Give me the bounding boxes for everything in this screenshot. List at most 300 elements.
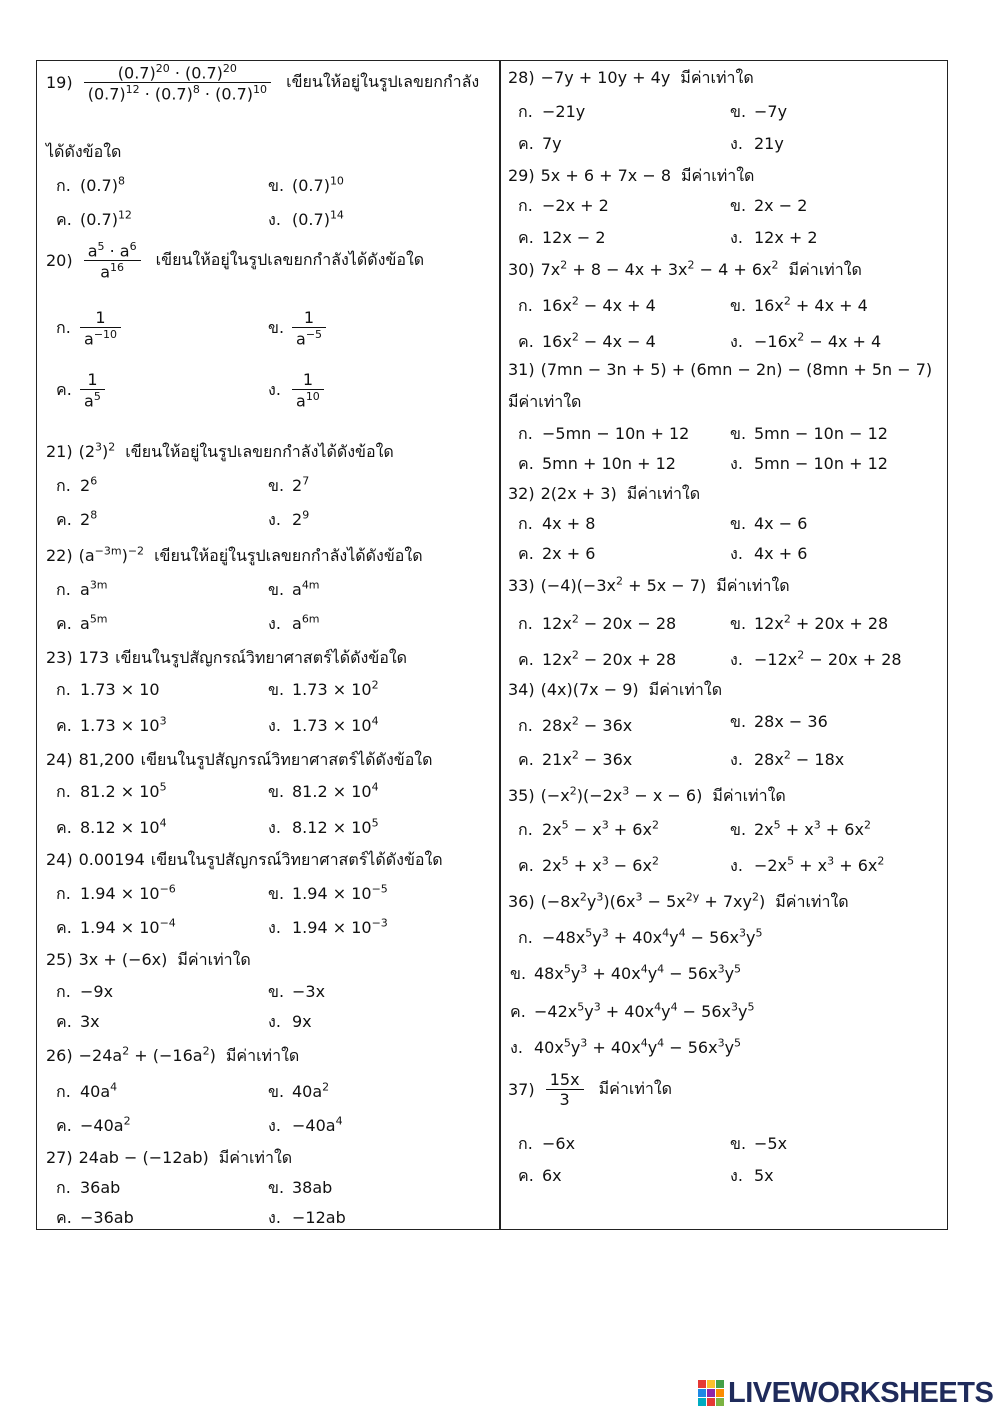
- option-label: ค.: [518, 856, 534, 875]
- option-value: $-2x^5 + x^3 + 6x^2$: [754, 854, 885, 875]
- option-label: ง.: [510, 1038, 523, 1057]
- option-value: 5mn − 10n + 12: [754, 454, 888, 473]
- option-a[interactable]: [518, 818, 659, 843]
- question-31: [508, 360, 932, 379]
- option-d[interactable]: [268, 1010, 312, 1035]
- option-label: ง.: [730, 856, 743, 875]
- option-label: ค.: [518, 650, 534, 669]
- question-expression: $7x^2 + 8 - 4x + 3x^2 - 4 + 6x^2$: [540, 258, 779, 279]
- option-label: ข.: [730, 424, 747, 443]
- option-b[interactable]: [730, 294, 868, 319]
- option-a[interactable]: [56, 980, 113, 1005]
- option-value: $2x^5 + x^3 + 6x^2$: [754, 818, 871, 839]
- question-expression: 2(2x + 3): [540, 484, 617, 503]
- option-value: $-40a^2$: [80, 1114, 131, 1135]
- option-value: −21y: [542, 102, 586, 121]
- option-label: ข.: [730, 820, 747, 839]
- question-expression: (7mn − 3n + 5) + (6mn − 2n) − (8mn + 5n − 7): [540, 360, 933, 379]
- option-value: $1.94 \times 10^{-5}$: [292, 882, 388, 903]
- question-number: 27): [46, 1148, 73, 1167]
- option-value: $40a^4$: [80, 1080, 118, 1101]
- option-value: 6x: [542, 1166, 562, 1185]
- option-d[interactable]: [730, 452, 888, 477]
- logo-grid-icon: [698, 1380, 724, 1406]
- option-b[interactable]: [730, 818, 871, 843]
- option-b[interactable]: [510, 962, 741, 987]
- option-a[interactable]: [518, 294, 656, 319]
- option-b[interactable]: [730, 422, 888, 447]
- option-b[interactable]: [268, 980, 325, 1005]
- question-text: เขียนในรูปสัญกรณ์วิทยาศาสตร์ได้ดังข้อใด: [140, 750, 433, 769]
- option-value: 9x: [292, 1012, 312, 1031]
- option-value: 3x: [80, 1012, 100, 1031]
- question-number: 19): [46, 73, 73, 93]
- option-label: ค.: [56, 1012, 72, 1031]
- option-b[interactable]: [730, 100, 787, 125]
- option-value: 5x: [754, 1166, 774, 1185]
- option-value: −3x: [292, 982, 326, 1001]
- option-value: $48x^5y^3 + 40x^4y^4 - 56x^3y^5$: [534, 962, 742, 983]
- option-a[interactable]: [56, 474, 97, 499]
- option-a[interactable]: [518, 612, 676, 637]
- option-value: $-42x^5y^3 + 40x^4y^4 - 56x^3y^5$: [534, 1000, 755, 1021]
- fraction-numerator: 1: [87, 370, 98, 389]
- question-text: มีค่าเท่าใด: [225, 1046, 300, 1065]
- question-20: [46, 240, 424, 282]
- option-value: $-16x^2 - 4x + 4$: [754, 330, 882, 351]
- option-label: ง.: [268, 210, 281, 229]
- option-value: 5mn − 10n − 12: [754, 424, 888, 443]
- option-label: ก.: [56, 580, 71, 599]
- option-b[interactable]: [268, 882, 388, 907]
- option-label: ก.: [518, 514, 533, 533]
- option-c[interactable]: [56, 208, 132, 233]
- option-b[interactable]: [268, 678, 379, 703]
- option-d[interactable]: [268, 1206, 346, 1231]
- question-21: [46, 440, 394, 465]
- option-a[interactable]: [56, 578, 108, 603]
- option-value: 28x − 36: [754, 712, 828, 731]
- option-label: ข.: [268, 782, 285, 801]
- liveworksheets-logo: [698, 1378, 993, 1408]
- option-c[interactable]: [518, 132, 562, 157]
- question-number: 36): [508, 892, 535, 911]
- option-c[interactable]: [510, 1000, 754, 1025]
- option-value: −6x: [542, 1134, 576, 1153]
- question-expression: 24ab − (−12ab): [78, 1148, 209, 1167]
- option-label: ข.: [268, 680, 285, 699]
- option-value: $2x^5 + x^3 - 6x^2$: [542, 854, 659, 875]
- option-label: ข.: [268, 476, 285, 495]
- question-number: 22): [46, 546, 73, 565]
- option-c[interactable]: [518, 1164, 562, 1189]
- option-value: −9x: [80, 982, 114, 1001]
- question-text: มีค่าเท่าใด: [775, 892, 849, 911]
- fraction-numerator: 1: [302, 370, 313, 389]
- option-d[interactable]: [730, 648, 902, 673]
- option-label: ค.: [56, 818, 72, 837]
- question-text: เขียนให้อยู่ในรูปเลขยกกำลังได้ดังข้อใด: [155, 250, 425, 270]
- option-c[interactable]: [56, 1010, 100, 1035]
- question-number: 24): [46, 850, 73, 869]
- option-b[interactable]: [268, 1080, 329, 1105]
- option-b[interactable]: [730, 512, 807, 537]
- option-value: 1.73 × 10: [80, 680, 160, 699]
- option-value: $a^{3m}$: [80, 578, 108, 599]
- option-fraction: [292, 308, 326, 348]
- option-a[interactable]: [518, 194, 609, 219]
- question-number: 25): [46, 950, 73, 969]
- question-text: มีค่าเท่าใด: [716, 576, 790, 595]
- question-29: [508, 164, 754, 189]
- question-fraction: [546, 1070, 584, 1109]
- option-d[interactable]: [510, 1036, 741, 1061]
- question-number: 32): [508, 484, 535, 503]
- question-number: 31): [508, 360, 535, 379]
- question-number: 20): [46, 251, 73, 271]
- fraction-numerator: 15x: [549, 1070, 580, 1089]
- option-b[interactable]: [730, 612, 888, 637]
- question-text: เขียนให้อยู่ในรูปเลขยกกำลังได้ดังข้อใด: [125, 442, 394, 461]
- option-label: ก.: [56, 782, 71, 801]
- option-value: $81.2 \times 10^4$: [292, 780, 379, 801]
- option-label: ก.: [56, 317, 71, 337]
- option-value: $(0.7)^{14}$: [292, 208, 344, 229]
- option-label: ง.: [268, 1012, 281, 1031]
- option-label: ค.: [518, 228, 534, 247]
- option-label: ง.: [268, 379, 281, 399]
- question-19-continued: ได้ดังข้อใด: [46, 142, 122, 161]
- option-b[interactable]: [268, 174, 344, 199]
- option-value: $2^9$: [292, 508, 310, 529]
- option-c[interactable]: [518, 648, 676, 673]
- question-24a: [46, 748, 433, 773]
- question-expression: 3x + (−6x): [78, 950, 168, 969]
- column-divider: [499, 60, 501, 1230]
- option-value: $2x^5 - x^3 + 6x^2$: [542, 818, 659, 839]
- option-b[interactable]: [268, 578, 320, 603]
- option-b[interactable]: [268, 308, 326, 348]
- option-label: ค.: [518, 134, 534, 153]
- question-text: มีค่าเท่าใด: [626, 484, 701, 503]
- option-a[interactable]: [518, 714, 632, 739]
- fraction-numerator: 1: [95, 308, 106, 327]
- option-c[interactable]: [518, 226, 606, 251]
- question-expression: 81,200: [78, 750, 135, 769]
- fraction-denominator: $a^{-10}$: [84, 328, 118, 349]
- option-label: ง.: [730, 228, 743, 247]
- option-label: ง.: [268, 614, 281, 633]
- option-label: ง.: [268, 918, 281, 937]
- option-b[interactable]: [730, 194, 807, 219]
- question-36: [508, 890, 849, 915]
- question-number: 23): [46, 648, 73, 667]
- option-value: $1.94 \times 10^{-6}$: [80, 882, 176, 903]
- option-fraction: [80, 308, 121, 348]
- question-text: เขียนให้อยู่ในรูปเลขยกกำลังได้ดังข้อใด: [154, 546, 423, 565]
- option-value: $16x^2 - 4x - 4$: [542, 330, 656, 351]
- option-value: $40x^5y^3 + 40x^4y^4 - 56x^3y^5$: [534, 1036, 742, 1057]
- option-a[interactable]: [56, 1080, 117, 1105]
- question-expression: $(-8x^2y^3)(6x^3 - 5x^{2y} + 7xy^2)$: [540, 890, 766, 911]
- option-value: $1.73 \times 10^4$: [292, 714, 379, 735]
- question-text: มีค่าเท่าใด: [788, 260, 862, 279]
- question-34: [508, 678, 722, 703]
- option-a[interactable]: [518, 926, 762, 951]
- question-expression: (4x)(7x − 9): [540, 680, 639, 699]
- option-label: ก.: [518, 1134, 533, 1153]
- question-text: มีค่าเท่าใด: [712, 786, 786, 805]
- question-22: [46, 544, 423, 569]
- question-30: [508, 258, 862, 283]
- question-24b: [46, 848, 443, 873]
- option-a[interactable]: [56, 1176, 120, 1201]
- option-value: $2^7$: [292, 474, 310, 495]
- option-d[interactable]: [268, 612, 320, 637]
- question-expression: $(-x^2)(-2x^3 - x - 6)$: [540, 784, 703, 805]
- question-number: 35): [508, 786, 535, 805]
- option-label: ง.: [268, 716, 281, 735]
- option-d[interactable]: [268, 714, 379, 739]
- option-label: ค.: [518, 1166, 534, 1185]
- option-label: ก.: [56, 1082, 71, 1101]
- option-label: ข.: [510, 964, 527, 983]
- option-label: ก.: [518, 820, 533, 839]
- question-expression: $-24a^2 + (-16a^2)$: [78, 1044, 216, 1065]
- question-27: [46, 1146, 292, 1171]
- option-value: $12x^2 + 20x + 28$: [754, 612, 889, 633]
- option-label: ข.: [730, 614, 747, 633]
- option-label: ค.: [56, 379, 72, 399]
- question-expression: $(2^3)^2$: [78, 440, 116, 461]
- question-expression: 5x + 6 + 7x − 8: [540, 166, 671, 185]
- option-d[interactable]: [730, 226, 818, 251]
- option-value: 38ab: [292, 1178, 333, 1197]
- option-label: ง.: [730, 134, 743, 153]
- option-label: ก.: [56, 680, 71, 699]
- option-fraction: [292, 370, 324, 410]
- option-label: ก.: [56, 982, 71, 1001]
- question-32: [508, 482, 700, 507]
- option-value: −5x: [754, 1134, 788, 1153]
- option-c[interactable]: [518, 542, 595, 567]
- option-c[interactable]: [56, 816, 167, 841]
- option-label: ค.: [518, 454, 534, 473]
- option-a[interactable]: [56, 882, 176, 907]
- option-label: ค.: [56, 210, 72, 229]
- option-a[interactable]: [56, 678, 160, 703]
- option-d[interactable]: [730, 854, 884, 879]
- option-c[interactable]: [518, 854, 659, 879]
- option-c[interactable]: [56, 1206, 134, 1231]
- option-d[interactable]: [268, 208, 344, 233]
- option-label: ข.: [268, 317, 285, 337]
- question-23: [46, 646, 407, 671]
- option-d[interactable]: [730, 132, 784, 157]
- option-label: ง.: [268, 818, 281, 837]
- option-label: ค.: [56, 1208, 72, 1227]
- option-d[interactable]: [268, 508, 309, 533]
- option-d[interactable]: [268, 370, 324, 410]
- question-expression: $(-4)(-3x^2 + 5x - 7)$: [540, 574, 707, 595]
- option-value: $28x^2 - 36x$: [542, 714, 633, 735]
- option-value: 12x + 2: [754, 228, 818, 247]
- option-c[interactable]: [518, 748, 632, 773]
- option-b[interactable]: [268, 1176, 332, 1201]
- logo-text: LIVEWORKSHEETS: [728, 1376, 994, 1409]
- option-value: −2x + 2: [542, 196, 609, 215]
- option-label: ข.: [730, 196, 747, 215]
- option-label: ข.: [268, 1082, 285, 1101]
- option-value: 36ab: [80, 1178, 121, 1197]
- option-label: ก.: [518, 102, 533, 121]
- option-b[interactable]: [730, 1132, 787, 1157]
- option-value: $40a^2$: [292, 1080, 330, 1101]
- option-a[interactable]: [518, 100, 585, 125]
- question-text: เขียนในรูปสัญกรณ์วิทยาศาสตร์ได้ดังข้อใด: [150, 850, 443, 869]
- question-35: [508, 784, 786, 809]
- option-value: −5mn − 10n + 12: [542, 424, 690, 443]
- option-label: ข.: [268, 982, 285, 1001]
- option-value: $12x^2 - 20x + 28$: [542, 648, 677, 669]
- question-text: มีค่าเท่าใด: [218, 1148, 293, 1167]
- option-value: 2x + 6: [542, 544, 596, 563]
- question-expression: 173: [78, 648, 110, 667]
- fraction-denominator: 3: [559, 1090, 570, 1109]
- option-a[interactable]: [56, 174, 125, 199]
- fraction-denominator: $a^{16}$: [100, 261, 125, 282]
- option-a[interactable]: [518, 1132, 575, 1157]
- option-a[interactable]: [56, 308, 121, 348]
- option-label: ค.: [518, 750, 534, 769]
- question-number: 21): [46, 442, 73, 461]
- option-value: 2x − 2: [754, 196, 808, 215]
- option-label: ง.: [268, 1116, 281, 1135]
- option-label: ข.: [730, 1134, 747, 1153]
- option-label: ง.: [730, 1166, 743, 1185]
- option-c[interactable]: [56, 1114, 131, 1139]
- question-text: เขียนในรูปสัญกรณ์วิทยาศาสตร์ได้ดังข้อใด: [115, 648, 408, 667]
- option-value: $28x^2 - 18x$: [754, 748, 845, 769]
- option-b[interactable]: [268, 474, 309, 499]
- option-value: 4x − 6: [754, 514, 808, 533]
- option-c[interactable]: [56, 714, 167, 739]
- option-value: 4x + 8: [542, 514, 596, 533]
- option-label: ก.: [518, 196, 533, 215]
- option-label: ก.: [56, 176, 71, 195]
- question-text: มีค่าเท่าใด: [598, 1079, 673, 1098]
- option-fraction: [80, 370, 105, 410]
- option-c[interactable]: [56, 612, 108, 637]
- option-value: $16x^2 - 4x + 4$: [542, 294, 656, 315]
- option-a[interactable]: [518, 422, 689, 447]
- option-label: ข.: [730, 514, 747, 533]
- question-fraction: [84, 240, 141, 282]
- option-value: −12ab: [292, 1208, 346, 1227]
- question-number: 29): [508, 166, 535, 185]
- option-value: $2^8$: [80, 508, 98, 529]
- question-19: [46, 62, 479, 104]
- option-d[interactable]: [268, 1114, 343, 1139]
- option-label: ค.: [56, 614, 72, 633]
- option-label: ค.: [518, 332, 534, 351]
- option-label: ก.: [56, 476, 71, 495]
- option-label: ก.: [518, 716, 533, 735]
- option-label: ง.: [730, 750, 743, 769]
- option-label: ค.: [56, 1116, 72, 1135]
- question-text: มีค่าเท่าใด: [680, 68, 754, 87]
- option-value: $(0.7)^8$: [80, 174, 125, 195]
- option-label: ค.: [518, 544, 534, 563]
- option-label: ง.: [730, 454, 743, 473]
- option-c[interactable]: [56, 508, 97, 533]
- option-value: $1.94 \times 10^{-4}$: [80, 916, 176, 937]
- question-number: 28): [508, 68, 535, 87]
- option-label: ข.: [268, 884, 285, 903]
- question-fraction: [84, 62, 271, 104]
- option-value: $8.12 \times 10^5$: [292, 816, 379, 837]
- option-label: ง.: [730, 332, 743, 351]
- option-value: 21y: [754, 134, 784, 153]
- option-d[interactable]: [268, 916, 388, 941]
- option-a[interactable]: [518, 512, 595, 537]
- option-d[interactable]: [268, 816, 379, 841]
- option-value: $-40a^4$: [292, 1114, 343, 1135]
- option-label: ง.: [730, 544, 743, 563]
- option-value: $1.94 \times 10^{-3}$: [292, 916, 388, 937]
- option-value: $21x^2 - 36x$: [542, 748, 633, 769]
- question-expression: −7y + 10y + 4y: [540, 68, 671, 87]
- fraction-numerator: $a^5 \cdot a^6$: [87, 240, 137, 261]
- option-value: $8.12 \times 10^4$: [80, 816, 167, 837]
- option-d[interactable]: [730, 542, 807, 567]
- option-value: $2^6$: [80, 474, 98, 495]
- question-number: 24): [46, 750, 73, 769]
- option-c[interactable]: [56, 370, 105, 410]
- option-d[interactable]: [730, 330, 881, 355]
- option-label: ข.: [268, 580, 285, 599]
- option-b[interactable]: [268, 780, 379, 805]
- option-label: ง.: [268, 1208, 281, 1227]
- question-26: [46, 1044, 299, 1069]
- option-label: ค.: [56, 918, 72, 937]
- question-text: มีค่าเท่าใด: [177, 950, 251, 969]
- option-label: ข.: [268, 1178, 285, 1197]
- option-value: $16x^2 + 4x + 4$: [754, 294, 868, 315]
- option-value: $(0.7)^{12}$: [80, 208, 132, 229]
- question-33: [508, 574, 790, 599]
- option-label: ก.: [56, 1178, 71, 1197]
- option-d[interactable]: [730, 748, 844, 773]
- option-value: $a^{5m}$: [80, 612, 108, 633]
- option-label: ก.: [56, 884, 71, 903]
- option-a[interactable]: [56, 780, 167, 805]
- option-value: 12x − 2: [542, 228, 606, 247]
- option-value: $1.73 \times 10^2$: [292, 678, 379, 699]
- option-label: ก.: [518, 296, 533, 315]
- fraction-denominator: $a^5$: [84, 390, 101, 411]
- option-c[interactable]: [56, 916, 176, 941]
- option-c[interactable]: [518, 452, 676, 477]
- option-c[interactable]: [518, 330, 656, 355]
- option-b[interactable]: [730, 710, 828, 735]
- fraction-denominator: $(0.7)^{12} \cdot (0.7)^8 \cdot (0.7)^{10}$: [87, 83, 268, 104]
- question-number: 34): [508, 680, 535, 699]
- option-d[interactable]: [730, 1164, 774, 1189]
- option-value: 7y: [542, 134, 562, 153]
- question-expression: $(a^{-3m})^{-2}$: [78, 544, 145, 565]
- question-25: [46, 948, 251, 973]
